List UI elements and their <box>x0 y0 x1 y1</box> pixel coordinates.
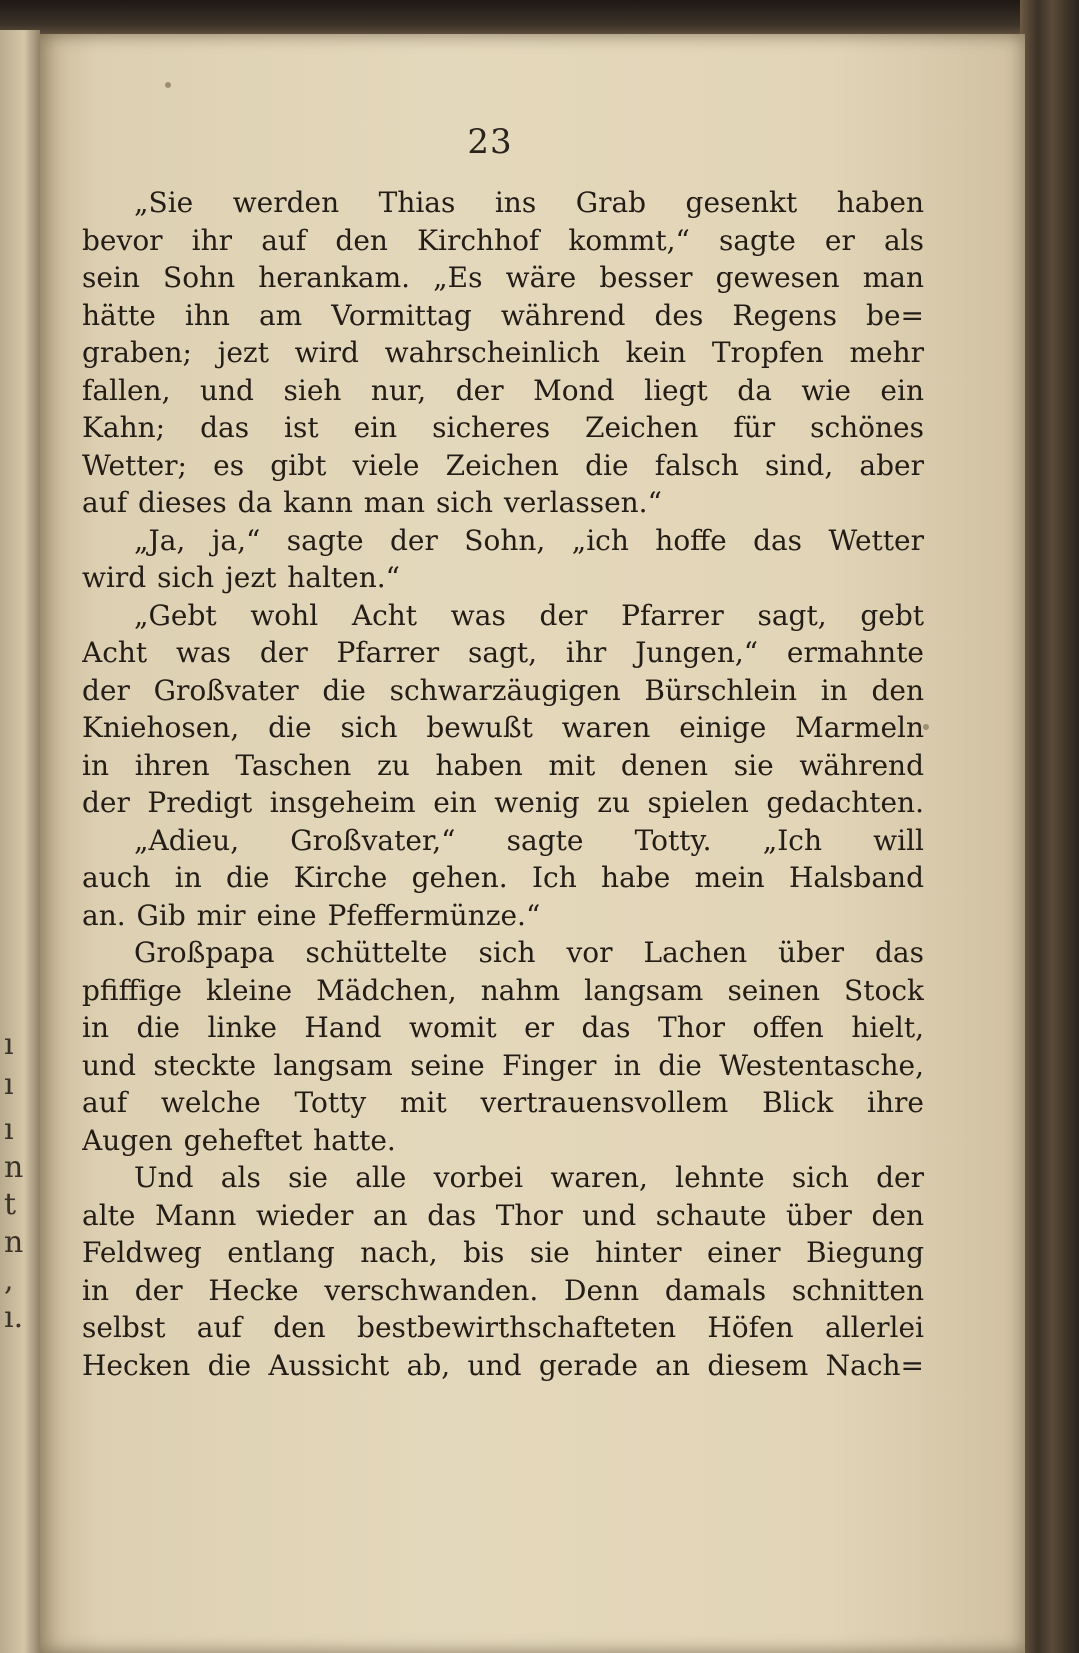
text-line: Augen geheftet hatte. <box>82 1123 396 1157</box>
text-line: bevor ihr auf den Kirchhof kommt,“ sagte er als <box>82 223 924 257</box>
page-number: 23 <box>467 122 513 162</box>
text-line: in die linke Hand womit er das Thor offen hielt, <box>82 1011 924 1044</box>
facing-page-fragment: n <box>4 1150 24 1185</box>
text-line: sein Sohn herankam. „Es wäre besser gewesen man <box>82 261 924 294</box>
text-line: in ihren Taschen zu haben mit denen sie während <box>82 748 924 782</box>
text-line: auf welche Totty mit vertrauensvollem Blick ihre <box>82 1086 924 1119</box>
text-line: an. Gib mir eine Pfeffermünze.“ <box>82 898 541 932</box>
text-line: Hecken die Aussicht ab, und gerade an diesem Nach= <box>82 1348 924 1382</box>
text-line: in der Hecke verschwanden. Denn damals schnitten <box>82 1273 924 1307</box>
text-line: „Sie werden Thias ins Grab gesenkt haben <box>134 186 924 219</box>
text-line: auf dieses da kann man sich verlassen.“ <box>82 486 662 519</box>
text-line: der Großvater die schwarzäugigen Bürschlein in den <box>82 673 924 707</box>
facing-page-fragment: ı <box>4 1027 14 1062</box>
text-line: Großpapa schüttelte sich vor Lachen über das <box>134 936 924 969</box>
text-line: selbst auf den bestbewirthschafteten Höfen allerlei <box>82 1311 924 1344</box>
text-line: „Gebt wohl Acht was der Pfarrer sagt, gebt <box>134 598 924 632</box>
text-line: Kahn; das ist ein sicheres Zeichen für schönes <box>82 411 924 444</box>
facing-page-fragment: ı. <box>4 1300 24 1335</box>
text-line: „Adieu, Großvater,“ sagte Totty. „Ich will <box>134 823 924 857</box>
text-line: „Ja, ja,“ sagte der Sohn, „ich hoffe das Wetter <box>134 523 924 557</box>
text-line: hätte ihn am Vormittag während des Regens be= <box>82 298 924 332</box>
book-page <box>40 34 1025 1653</box>
text-line: Wetter; es gibt viele Zeichen die falsch sind, aber <box>82 448 924 482</box>
text-line: Und als sie alle vorbei waren, lehnte sich der <box>134 1161 924 1194</box>
facing-page-fragment: , <box>4 1263 14 1298</box>
text-line: graben; jezt wird wahrscheinlich kein Tropfen mehr <box>82 336 924 369</box>
text-line: Feldweg entlang nach, bis sie hinter einer Biegung <box>82 1236 924 1269</box>
facing-page-fragment: t <box>4 1187 17 1222</box>
book-right-edge <box>1020 0 1079 1653</box>
book-top-edge <box>0 0 1079 34</box>
body-text <box>82 184 924 1384</box>
facing-page-fragment: ı <box>4 1112 14 1147</box>
text-line: fallen, und sieh nur, der Mond liegt da wie ein <box>82 373 924 407</box>
text-line: und steckte langsam seine Finger in die Westentasche, <box>82 1048 924 1082</box>
text-line: auch in die Kirche gehen. Ich habe mein Halsband <box>82 861 924 894</box>
facing-page-fragment: n <box>4 1225 24 1260</box>
facing-page-edge <box>0 30 40 1653</box>
text-line: der Predigt insgeheim ein wenig zu spielen gedachten. <box>82 786 924 819</box>
facing-page-fragment: ı <box>4 1067 14 1102</box>
text-line: wird sich jezt halten.“ <box>82 561 400 594</box>
text-line: Acht was der Pfarrer sagt, ihr Jungen,“ ermahnte <box>82 636 924 669</box>
text-line: alte Mann wieder an das Thor und schaute über den <box>82 1198 924 1232</box>
text-line: pfiffige kleine Mädchen, nahm langsam seinen Stock <box>82 973 924 1007</box>
paper-blemish <box>165 82 171 88</box>
text-line: Kniehosen, die sich bewußt waren einige Marmeln <box>82 711 924 744</box>
